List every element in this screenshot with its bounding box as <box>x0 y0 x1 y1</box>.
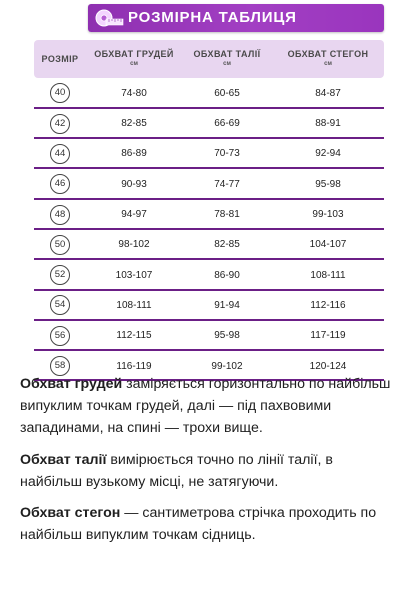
bust-cell: 103-107 <box>115 269 153 281</box>
header-waist-label: ОБХВАТ ТАЛІЇ <box>193 49 261 59</box>
bust-cell: 86-89 <box>121 148 147 160</box>
size-badge: 42 <box>50 114 70 134</box>
header-bust <box>86 49 182 69</box>
size-badge: 44 <box>50 144 70 164</box>
table-body <box>34 80 384 381</box>
waist-cell: 95-98 <box>214 330 240 342</box>
bust-cell: 98-102 <box>118 239 150 251</box>
bust-term: Обхват грудей <box>20 376 123 392</box>
size-badge: 50 <box>50 235 70 255</box>
bust-cell: 108-111 <box>116 299 152 311</box>
header-size-label: РОЗМІР <box>41 54 79 64</box>
bust-cell: 74-80 <box>121 87 147 99</box>
table-header <box>34 40 384 78</box>
size-badge: 54 <box>50 295 70 315</box>
title-banner <box>88 4 384 32</box>
header-hips-label: ОБХВАТ СТЕГОН <box>287 49 369 59</box>
hips-cell: 99-103 <box>312 209 344 221</box>
banner-title: РОЗМІРНА ТАБЛИЦЯ <box>128 9 297 26</box>
bust-cell: 116-119 <box>116 360 152 372</box>
header-hips <box>272 49 384 69</box>
size-badge: 40 <box>50 83 70 103</box>
header-waist-unit: см <box>223 61 231 67</box>
hips-description-text: — сантиметрова стрічка проходить по найбільш випуклим точкам сідниць. <box>20 505 377 543</box>
size-badge: 48 <box>50 205 70 225</box>
hips-cell: 95-98 <box>315 178 341 190</box>
header-hips-unit: см <box>324 61 332 67</box>
bust-cell: 90-93 <box>121 178 147 190</box>
waist-cell: 74-77 <box>214 178 240 190</box>
header-waist <box>182 49 272 69</box>
hips-cell: 117-119 <box>310 330 346 342</box>
bust-cell: 112-115 <box>116 330 152 342</box>
table-row <box>34 201 384 230</box>
waist-cell: 70-73 <box>214 148 240 160</box>
table-row <box>34 171 384 200</box>
table-row <box>34 80 384 109</box>
table-row <box>34 292 384 321</box>
hips-cell: 88-91 <box>315 118 341 130</box>
hips-term: Обхват стегон <box>20 505 121 521</box>
size-badge: 56 <box>50 326 70 346</box>
hips-cell: 120-124 <box>309 360 347 372</box>
waist-cell: 78-81 <box>214 209 240 221</box>
size-badge: 58 <box>50 356 70 376</box>
bust-cell: 82-85 <box>121 118 147 130</box>
table-row <box>34 110 384 139</box>
hips-cell: 112-116 <box>310 299 346 311</box>
waist-description <box>20 449 392 493</box>
bust-description <box>20 373 392 439</box>
size-badge: 46 <box>50 174 70 194</box>
size-table <box>34 40 384 383</box>
table-row <box>34 141 384 170</box>
table-row <box>34 262 384 291</box>
measuring-tape-icon <box>94 8 124 28</box>
table-row <box>34 231 384 260</box>
bust-cell: 94-97 <box>121 209 147 221</box>
hips-cell: 84-87 <box>315 87 341 99</box>
waist-term: Обхват талії <box>20 452 107 468</box>
hips-cell: 108-111 <box>310 269 346 281</box>
waist-cell: 82-85 <box>214 239 240 251</box>
header-bust-label: ОБХВАТ ГРУДЕЙ <box>94 49 174 59</box>
header-size <box>34 54 86 64</box>
waist-cell: 66-69 <box>214 118 240 130</box>
bust-description-text: заміряється горизонтально по найбільш випуклим точкам грудей, далі — під пахвовими западинами, на спині — трохи вище. <box>20 376 391 436</box>
waist-cell: 86-90 <box>214 269 240 281</box>
header-bust-unit: см <box>130 61 138 67</box>
waist-description-text: вимірюється точно по лінії талії, в найбільш вузькому місці, не затягуючи. <box>20 452 333 490</box>
hips-cell: 92-94 <box>315 148 341 160</box>
waist-cell: 60-65 <box>214 87 240 99</box>
waist-cell: 91-94 <box>214 299 240 311</box>
hips-description <box>20 502 392 546</box>
waist-cell: 99-102 <box>211 360 243 372</box>
size-badge: 52 <box>50 265 70 285</box>
table-row <box>34 322 384 351</box>
hips-cell: 104-107 <box>309 239 347 251</box>
